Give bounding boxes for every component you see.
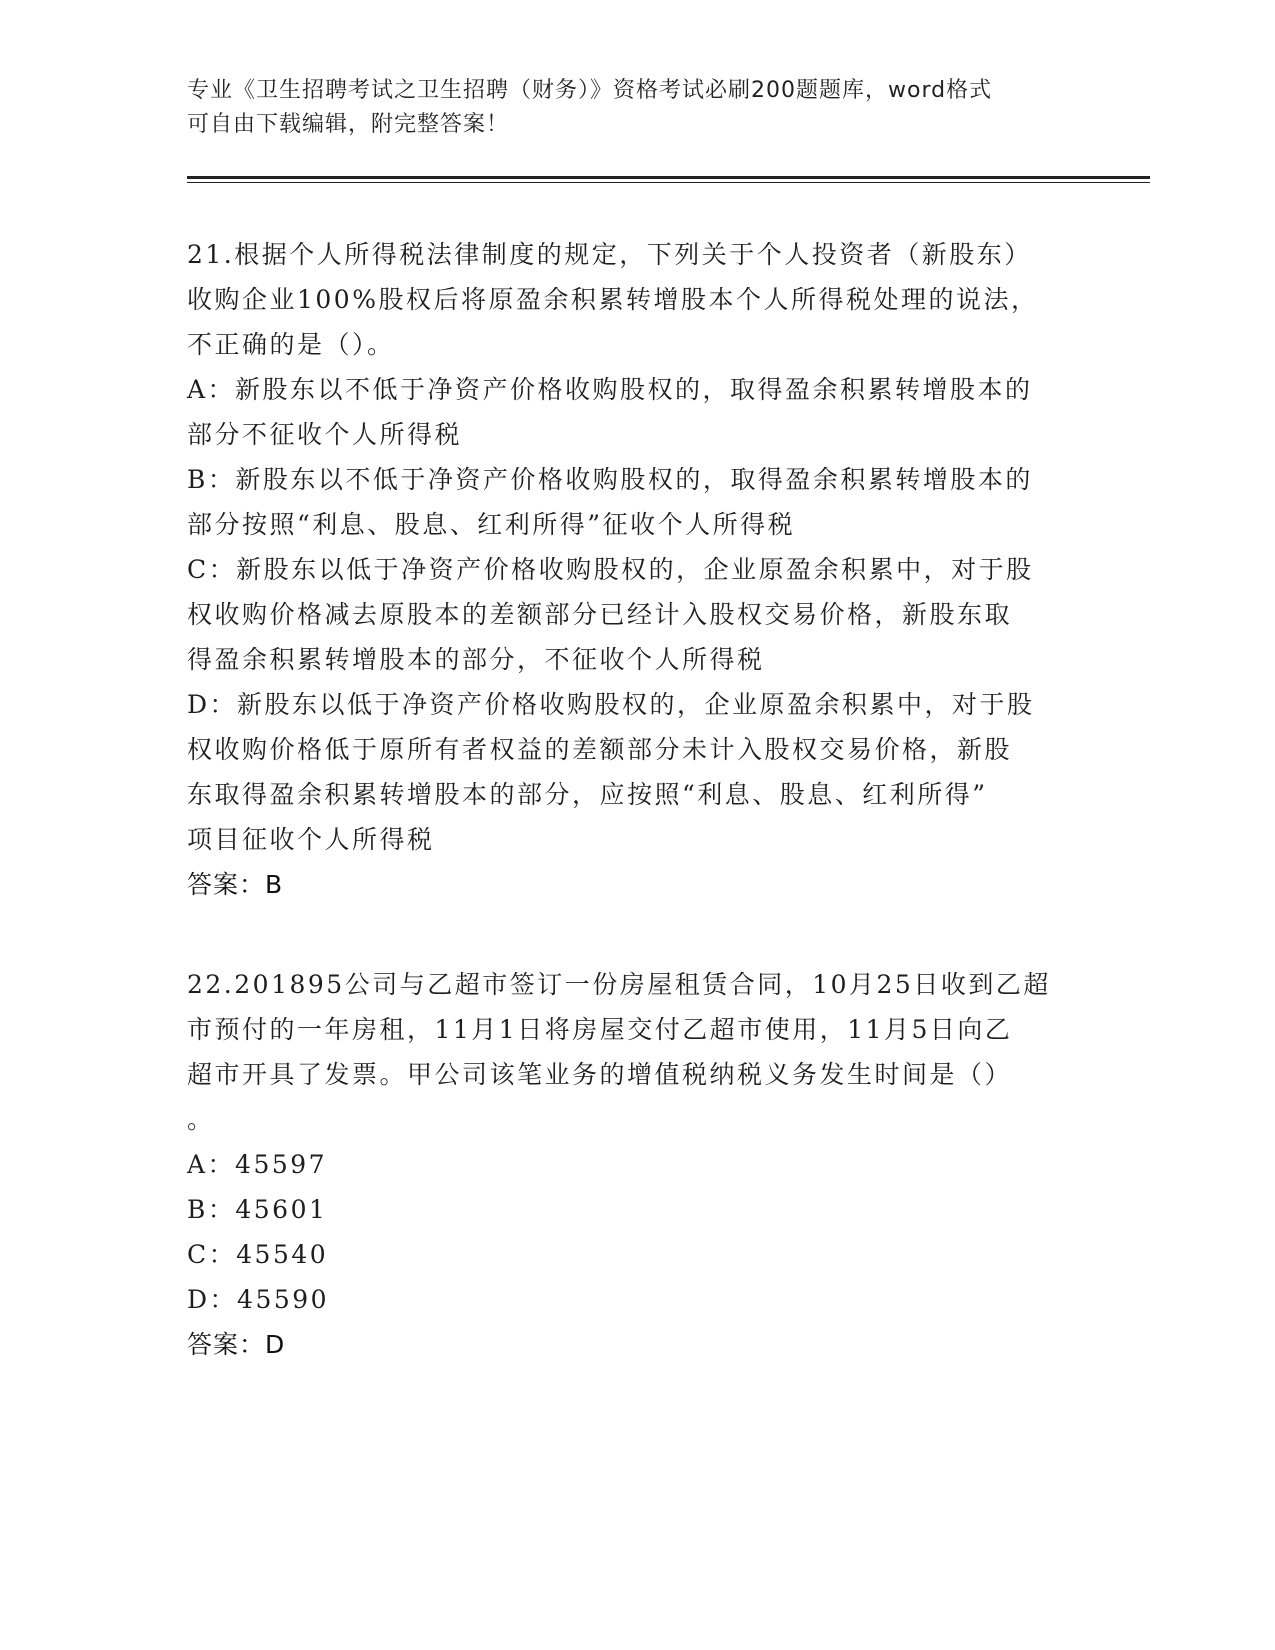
question-22 (187, 962, 1087, 1367)
header-line-2: 可自由下载编辑，附完整答案！ (187, 112, 510, 137)
option-b-line: 部分按照“利息、股息、红利所得”征收个人所得税 (187, 510, 796, 539)
option-d-line: 权收购价格低于原所有者权益的差额部分未计入股权交易价格，新股 (187, 735, 1013, 764)
header-divider-thick (187, 176, 1150, 179)
question-stem-line: 21.根据个人所得税法律制度的规定，下列关于个人投资者（新股东） (187, 240, 1032, 269)
answer-line: 答案：B (187, 870, 284, 899)
option-b-line: B：45601 (187, 1195, 328, 1224)
option-c-line: C：45540 (187, 1240, 329, 1269)
header-line-1: 专业《卫生招聘考试之卫生招聘（财务）》资格考试必刷200题题库，word格式 (187, 78, 993, 103)
option-c-line: 权收购价格减去原股本的差额部分已经计入股权交易价格，新股东取 (187, 600, 1013, 629)
option-c-line: C：新股东以低于净资产价格收购股权的，企业原盈余积累中，对于股 (187, 555, 1034, 584)
document-header (187, 74, 1067, 142)
header-divider-thin (187, 182, 1150, 183)
option-c-line: 得盈余积累转增股本的部分，不征收个人所得税 (187, 645, 765, 674)
question-stem-line: 22.201895公司与乙超市签订一份房屋租赁合同，10月25日收到乙超 (187, 970, 1051, 999)
answer-line: 答案：D (187, 1330, 286, 1359)
option-d-line: D：45590 (187, 1285, 330, 1314)
question-stem-line: 市预付的一年房租，11月1日将房屋交付乙超市使用，11月5日向乙 (187, 1015, 1013, 1044)
option-b-line: B：新股东以不低于净资产价格收购股权的，取得盈余积累转增股本的 (187, 465, 1033, 494)
option-d-line: 项目征收个人所得税 (187, 825, 435, 854)
option-d-line: 东取得盈余积累转增股本的部分，应按照“利息、股息、红利所得” (187, 780, 988, 809)
question-stem-line: 超市开具了发票。甲公司该笔业务的增值税纳税义务发生时间是（） (187, 1060, 1013, 1089)
option-a-line: A：新股东以不低于净资产价格收购股权的，取得盈余积累转增股本的 (187, 375, 1033, 404)
option-a-line: A：45597 (187, 1150, 328, 1179)
option-a-line: 部分不征收个人所得税 (187, 420, 463, 449)
question-stem-line: 收购企业100%股权后将原盈余积累转增股本个人所得税处理的说法， (187, 285, 1039, 314)
question-stem-line: 不正确的是（）。 (187, 330, 395, 359)
question-stem-line: 。 (187, 1105, 215, 1134)
option-d-line: D：新股东以低于净资产价格收购股权的，企业原盈余积累中，对于股 (187, 690, 1035, 719)
question-21 (187, 232, 1087, 907)
